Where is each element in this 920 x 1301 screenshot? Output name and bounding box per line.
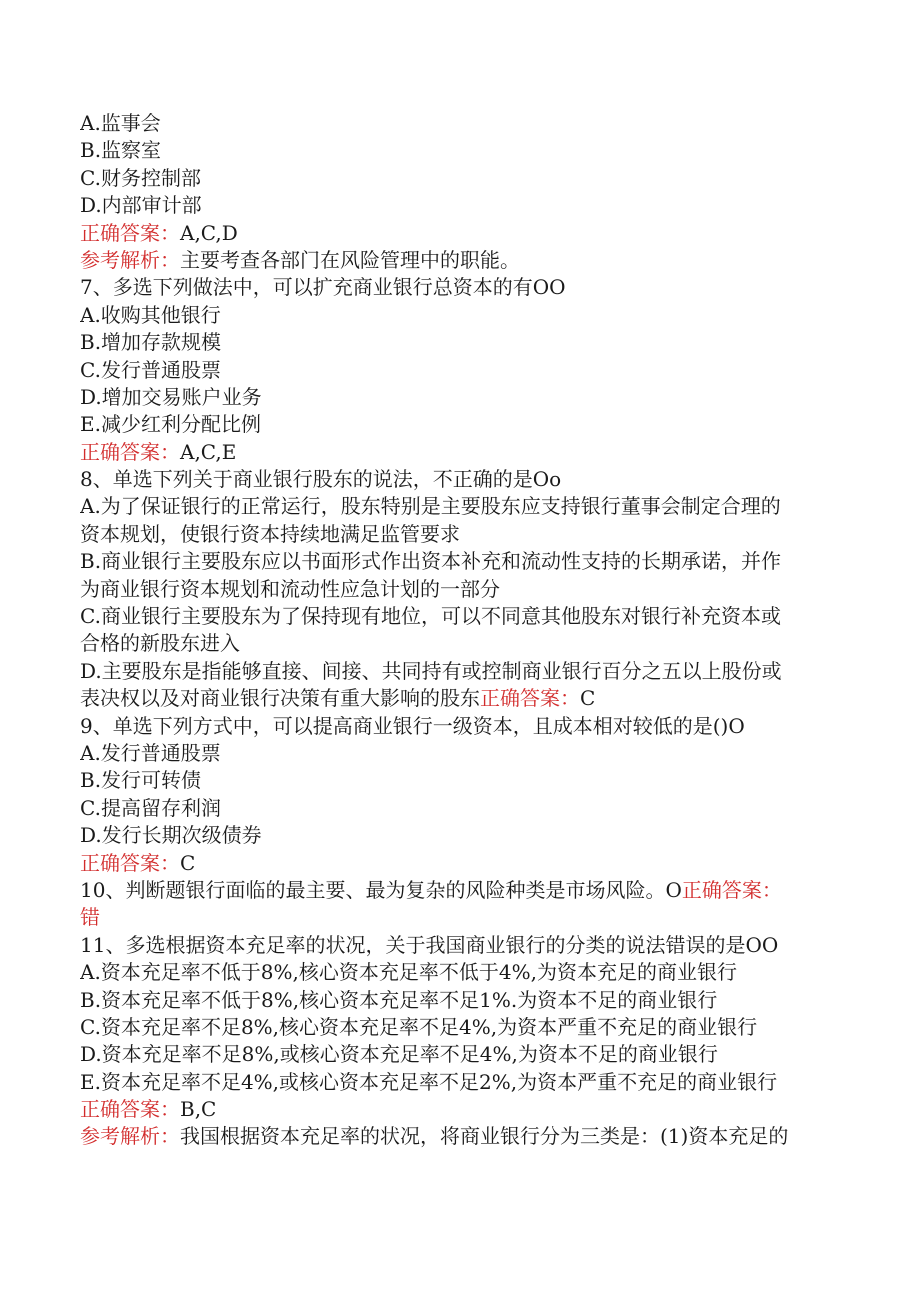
text-line [80,1123,840,1150]
text-line [80,521,840,548]
text-segment: 主要考查各部门在风险管理中的职能。 [180,247,520,272]
text-segment: A.发行普通股票 [80,740,221,765]
text-line [80,713,840,740]
text-segment: B,C [180,1097,217,1122]
text-line [80,630,840,657]
text-segment: A,C,D [180,220,238,245]
text-line [80,165,840,192]
answer-label: 正确答案： [80,220,180,245]
text-line [80,1069,840,1096]
text-line [80,795,840,822]
text-segment: B.监察室 [80,138,162,163]
answer-label: 错 [80,905,100,930]
answer-label: 参考解析： [80,247,180,272]
document-page [80,110,840,1151]
text-segment: D.增加交易账户业务 [80,384,262,409]
text-line [80,192,840,219]
text-segment: 合格的新股东进入 [80,631,240,656]
text-line [80,740,840,767]
text-line [80,220,840,247]
text-segment: D.内部审计部 [80,193,202,218]
text-segment: A.为了保证银行的正常运行，股东特别是主要股东应支持银行董事会制定合理的 [80,494,781,519]
text-segment: 资本规划，使银行资本持续地满足监管要求 [80,521,460,546]
text-line [80,137,840,164]
answer-label: 正确答案： [80,439,180,464]
text-line [80,1096,840,1123]
text-segment: A.资本充足率不低于8%,核心资本充足率不低于4%,为资本充足的商业银行 [80,960,737,985]
text-line [80,302,840,329]
text-line [80,274,840,301]
text-segment: C [180,850,196,875]
text-line [80,247,840,274]
text-line [80,603,840,630]
text-line [80,1014,840,1041]
text-line [80,439,840,466]
text-line [80,576,840,603]
text-segment: C.提高留存利润 [80,795,221,820]
answer-label: 正确答案： [480,686,580,711]
text-segment: C.资本充足率不足8%,核心资本充足率不足4%,为资本严重不充足的商业银行 [80,1014,758,1039]
text-segment: D.主要股东是指能够直接、间接、共同持有或控制商业银行百分之五以上股份或 [80,658,782,683]
answer-label: 正确答案： [80,1097,180,1122]
text-line [80,822,840,849]
text-line [80,110,840,137]
text-line [80,357,840,384]
text-line [80,767,840,794]
text-line [80,493,840,520]
text-line [80,932,840,959]
text-segment: C.商业银行主要股东为了保持现有地位，可以不同意其他股东对银行补充资本或 [80,604,781,629]
text-segment: C.发行普通股票 [80,357,221,382]
text-line [80,877,840,904]
text-line [80,548,840,575]
text-segment: A.监事会 [80,111,161,135]
answer-label: 参考解析： [80,1124,180,1149]
text-line [80,384,840,411]
text-segment: B.资本充足率不低于8%,核心资本充足率不足1%.为资本不足的商业银行 [80,987,718,1012]
text-segment: 表决权以及对商业银行决策有重大影响的股东 [80,686,480,711]
text-line [80,850,840,877]
text-segment: C [580,686,596,711]
text-segment: 8、单选下列关于商业银行股东的说法，不正确的是Oo [80,467,562,492]
text-segment: B.发行可转债 [80,768,202,793]
text-line [80,904,840,931]
text-line [80,987,840,1014]
text-segment: E.资本充足率不足4%,或核心资本充足率不足2%,为资本严重不充足的商业银行 [80,1069,778,1094]
text-segment: A,C,E [180,439,237,464]
text-segment: 11、多选根据资本充足率的状况，关于我国商业银行的分类的说法错误的是OO [80,932,779,957]
text-segment: 为商业银行资本规划和流动性应急计划的一部分 [80,576,500,601]
text-segment: 我国根据资本充足率的状况，将商业银行分为三类是：(1)资本充足的 [180,1124,789,1149]
text-segment: B.增加存款规模 [80,330,222,355]
text-segment: 10、判断题银行面临的最主要、最为复杂的风险种类是市场风险。O [80,877,682,902]
text-line [80,329,840,356]
text-segment: A.收购其他银行 [80,302,221,327]
text-line [80,1041,840,1068]
answer-label: 正确答案： [80,850,180,875]
text-segment: D.资本充足率不足8%,或核心资本充足率不足4%,为资本不足的商业银行 [80,1042,718,1067]
answer-label: 正确答案： [681,877,782,902]
text-segment: E.减少红利分配比例 [80,412,261,437]
text-line [80,658,840,685]
text-segment: 9、单选下列方式中，可以提高商业银行一级资本，且成本相对较低的是()O [80,713,745,738]
text-segment: D.发行长期次级债券 [80,823,262,848]
text-segment: B.商业银行主要股东应以书面形式作出资本补充和流动性支持的长期承诺，并作 [80,549,782,574]
text-line [80,685,840,712]
text-line [80,466,840,493]
text-line [80,959,840,986]
text-segment: 7、多选下列做法中，可以扩充商业银行总资本的有OO [80,275,566,300]
text-segment: C.财务控制部 [80,165,201,190]
text-line [80,411,840,438]
